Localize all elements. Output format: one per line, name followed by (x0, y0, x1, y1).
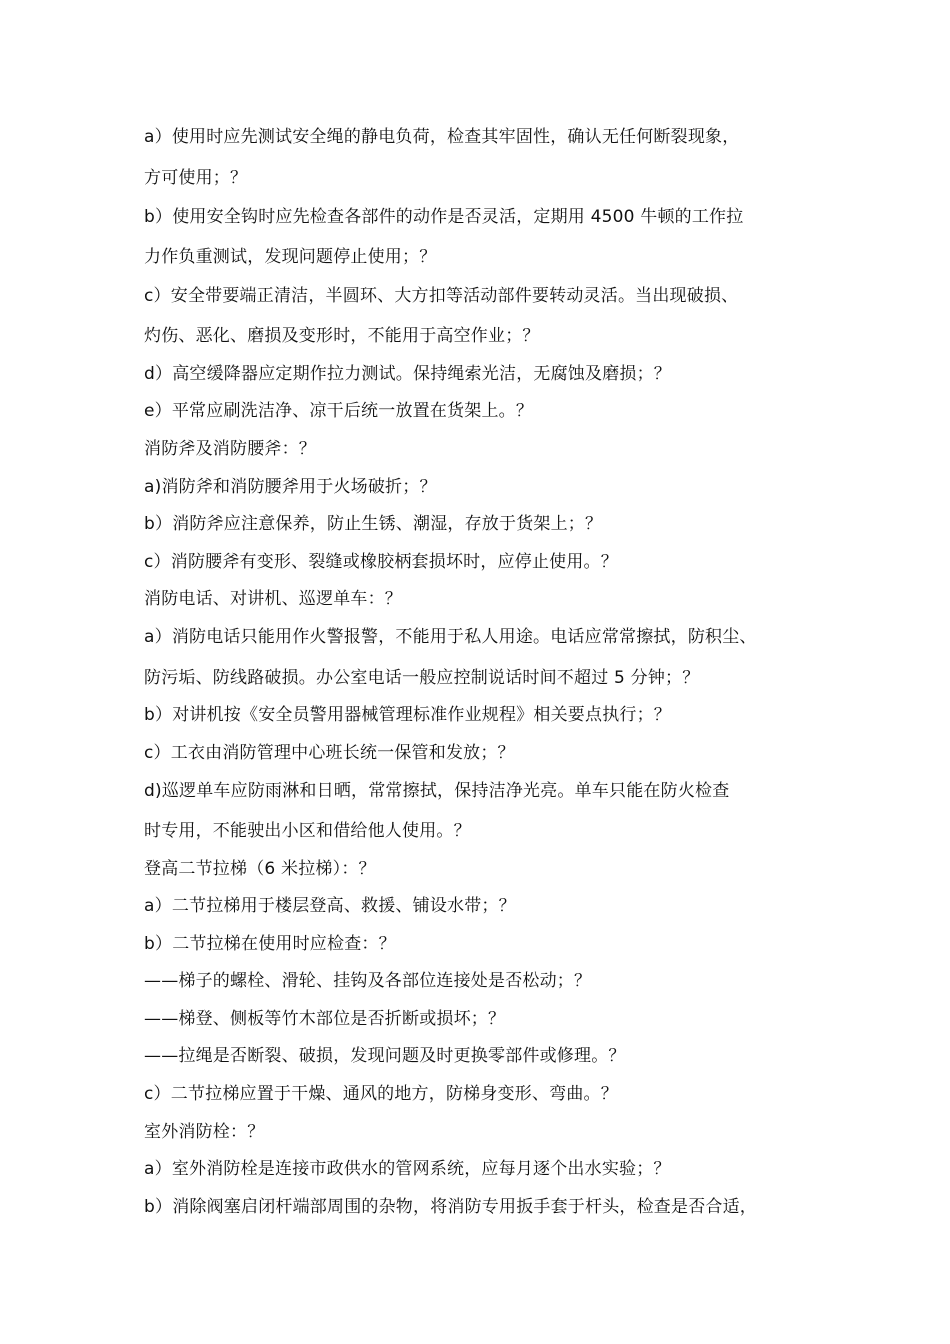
text-line: e）平常应刷洗洁净、凉干后统一放置在货架上。？ (144, 401, 534, 421)
text-line: 方可使用；？ (144, 168, 248, 188)
text-line: a）使用时应先测试安全绳的静电负荷，检查其牢固性，确认无任何断裂现象， (144, 127, 740, 147)
text-line: a）消防电话只能用作火警报警，不能用于私人用途。电话应常常擦拭，防积尘、 (144, 627, 757, 647)
text-line: b）消除阀塞启闭杆端部周围的杂物，将消防专用扳手套于杆头，检查是否合适， (144, 1197, 757, 1217)
text-line: 灼伤、恶化、磨损及变形时，不能用于高空作业；？ (144, 326, 540, 346)
text-line: c）工衣由消防管理中心班长统一保管和发放；？ (144, 743, 515, 763)
text-line: b）对讲机按《安全员警用器械管理标准作业规程》相关要点执行；？ (144, 705, 671, 725)
text-line: b）二节拉梯在使用时应检查：？ (144, 934, 396, 954)
text-line: ——梯登、侧板等竹木部位是否折断或损坏；？ (144, 1009, 506, 1029)
text-line: b）消防斧应注意保养，防止生锈、潮湿，存放于货架上；？ (144, 514, 603, 534)
text-line: c）安全带要端正清洁，半圆环、大方扣等活动部件要转动灵活。当出现破损、 (144, 286, 739, 306)
text-line: b）使用安全钩时应先检查各部件的动作是否灵活，定期用 4500 牛顿的工作拉 (144, 207, 744, 227)
section-heading: 登高二节拉梯（6 米拉梯）：？ (144, 859, 376, 879)
text-line: c）二节拉梯应置于干燥、通风的地方，防梯身变形、弯曲。？ (144, 1084, 618, 1104)
text-line: ——拉绳是否断裂、破损，发现问题及时更换零部件或修理。？ (144, 1046, 626, 1066)
text-line: a）二节拉梯用于楼层登高、救援、铺设水带；？ (144, 896, 516, 916)
text-line: a）室外消防栓是连接市政供水的管网系统，应每月逐个出水实验；？ (144, 1159, 671, 1179)
text-line: d)巡逻单车应防雨淋和日晒，常常擦拭，保持洁净光亮。单车只能在防火检查 (144, 781, 730, 801)
text-line: 防污垢、防线路破损。办公室电话一般应控制说话时间不超过 5 分钟；？ (144, 668, 700, 688)
text-line: ——梯子的螺栓、滑轮、挂钩及各部位连接处是否松动；？ (144, 971, 592, 991)
text-line: c）消防腰斧有变形、裂缝或橡胶柄套损坏时，应停止使用。？ (144, 552, 618, 572)
section-heading: 消防电话、对讲机、巡逻单车：？ (144, 589, 402, 609)
text-line: d）高空缓降器应定期作拉力测试。保持绳索光洁，无腐蚀及磨损；？ (144, 364, 671, 384)
section-heading: 消防斧及消防腰斧：？ (144, 439, 316, 459)
text-line: 力作负重测试，发现问题停止使用；？ (144, 247, 437, 267)
text-line: a)消防斧和消防腰斧用于火场破折；？ (144, 477, 437, 497)
section-heading: 室外消防栓：？ (144, 1122, 265, 1142)
text-line: 时专用，不能驶出小区和借给他人使用。？ (144, 821, 471, 841)
